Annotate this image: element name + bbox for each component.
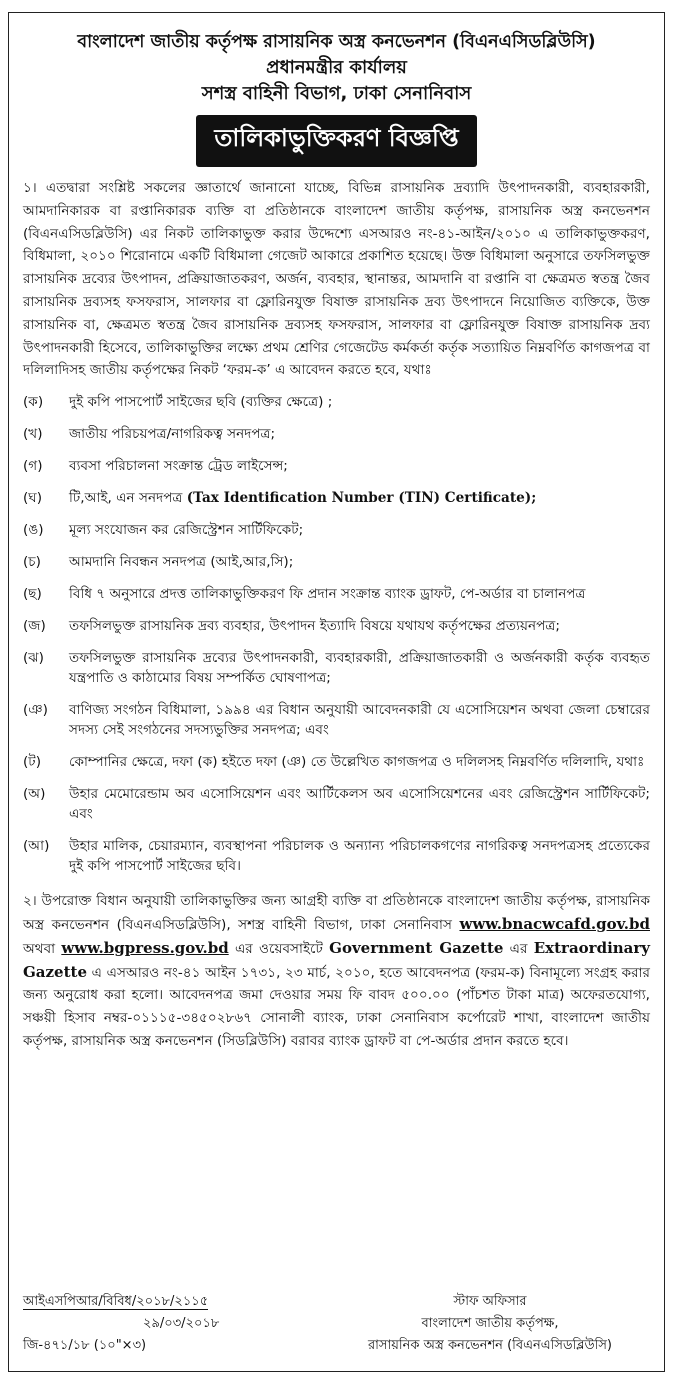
paragraph-1: ১। এতদ্বারা সংশ্লিষ্ট সকলের জ্ঞাতার্থে জানানো যাচ্ছে, বিভিন্ন রাসায়নিক দ্রব্যাদি উৎপাদনকারী, ব্যবহারকারী, আমদানিকারক বা রপ্তানিকারক ব্যক্তি বা প্রতিষ্ঠানকে বাংলাদেশ জাতীয় কর্তৃপক্ষ, রাসায়নিক অস্ত্র কনভেনশন (বিএনএসিডব্লিউসি) এর নিকট তালিকাভুক্ত করার উদ্দেশ্যে এসআরও নং-৪১-আইন/২০১০ এ তালিকাভুক্তকরণ, বিধিমালা, ২০১০ শিরোনামে একটি বিধিমালা গেজেট আকারে প্রকাশিত হয়েছে। উক্ত বিধিমালা অনুসারে তফসিলভুক্ত রাসায়নিক দ্রব্যের উৎপাদন, প্রক্রিয়াজাতকরণ, অর্জন, ব্যবহার, স্থানান্তর, আমদানি বা রপ্তানি বা ক্ষেত্রমত স্বতন্ত্র জৈব রাসায়নিক দ্রব্যসহ ফসফরাস, সালফার বা ফ্লোরিনযুক্ত বিষাক্ত রাসায়নিক দ্রব্য উৎপাদনে নিয়োজিত ব্যক্তিকে, উক্ত রাসায়নিক বা, ক্ষেত্রমত স্বতন্ত্র জৈব রাসায়নিক দ্রব্যসহ ফসফরাস, সালফার বা ফ্লোরিনযুক্ত বিষাক্ত রাসায়নিক দ্রব্য উৎপাদনকারী হিসেবে, তালিকাভুক্তির লক্ষ্যে প্রথম শ্রেণির গেজেটেড কর্মকর্তা কর্তৃক সত্যায়িত নিম্নবর্ণিত কাগজপত্র বা দলিলাদিসহ জাতীয় কর্তৃপক্ষের নিকট ‘ফরম-ক’ এ আবেদন করতে হবে, যথাঃ [23,180,650,379]
list-item [23,456,650,476]
signatory-org: বাংলাদেশ জাতীয় কর্তৃপক্ষ, [421,1316,559,1331]
bnacwc-website-link[interactable]: www.bnacwcafd.gov.bd [459,914,650,933]
memo-number: আইএসপিআর/বিবিধ/২০১৮/২১১৫ [23,1294,209,1309]
list-item [23,784,650,824]
memo-block [23,1291,323,1357]
list-text: কোম্পানির ক্ষেত্রে, দফা (ক) হইতে দফা (ঞ) তে উল্লেখিত কাগজপত্র ও দলিলসহ নিম্নবর্ণিত দলিলাদি, যথাঃ [69,754,645,771]
list-text: মূল্য সংযোজন কর রেজিস্ট্রেশন সার্টিফিকেট; [69,522,304,539]
list-marker: (খ) [23,426,43,443]
list-item [23,836,650,876]
list-marker: (ছ) [23,586,42,603]
list-item [23,520,650,540]
signatory-title: স্টাফ অফিসার [453,1294,527,1309]
office-name: প্রধানমন্ত্রীর কার্যালয় [266,57,407,78]
list-item [23,616,650,636]
signature-block [340,1291,640,1357]
gd-number: জি-৪৭১/১৮ (১০"×৩) [23,1338,147,1353]
para2-text: ২। উপরোক্ত বিধান অনুযায়ী তালিকাভুক্তির জন্য আগ্রহী ব্যক্তি বা প্রতিষ্ঠানকে বাংলাদেশ জাতীয় কর্তৃপক্ষ, রাসায়নিক অস্ত্র কনভেনশন (বিএনএসিডব্লিউসি), সশস্ত্র বাহিনী বিভাগ, ঢাকা সেনানিবাস [23,893,650,933]
list-item [23,584,650,604]
list-item [23,552,650,572]
list-item [23,488,650,508]
list-marker: (ঝ) [23,650,44,667]
banner-wrap [9,115,664,167]
list-text: দুই কপি পাসপোর্ট সাইজের ছবি (ব্যক্তির ক্ষেত্রে) ; [69,394,333,411]
list-item [23,424,650,444]
notice-header [9,29,664,107]
list-text: টি,আই, এন সনদপত্র [69,490,183,507]
list-marker: (আ) [23,838,50,855]
list-text: তফসিলভুক্ত রাসায়নিক দ্রব্যের উৎপাদনকারী, ব্যবহারকারী, প্রক্রিয়াজাতকারী ও অর্জনকারী কর্তৃক ব্যবহৃত যন্ত্রপাতি ও কাঠামোর বিষয় সম্পর্কিত ঘোষণাপত্র; [69,650,650,687]
para2-text: এর [503,940,534,957]
extraordinary-gazette-label: Extraordinary Gazette [23,938,651,981]
list-item [23,752,650,772]
bgpress-website-link[interactable]: www.bgpress.gov.bd [61,938,229,957]
list-marker: (চ) [23,554,41,571]
para2-text: এ এসআরও নং-৪১ আইন ১৭৩১, ২৩ মার্চ, ২০১০, হতে আবেদনপত্র (ফরম-ক) বিনামূল্যে সংগ্রহ করার জন্য অনুরোধ করা হলো। আবেদনপত্র জমা দেওয়ার সময় ফি বাবদ ৫০০.০০ (পাঁচশত টাকা মাত্র) অফেরতযোগ্য, সঞ্চয়ী হিসাব নম্বর-০১১১৫-৩৪৫০২৮৬৭ সোনালী ব্যাংক, ঢাকা সেনানিবাস কর্পোরেট শাখা, বাংলাদেশ জাতীয় কর্তৃপক্ষ, রাসায়নিক অস্ত্র কনভেনশন (সিডব্লিউসি) বরাবর ব্যাংক ড্রাফট বা পে-অর্ডার প্রদান করতে হবে। [23,964,650,1049]
paragraph-2 [23,890,650,1053]
list-item [23,700,650,740]
government-gazette-label: Government Gazette [329,938,504,957]
list-text: ব্যবসা পরিচালনা সংক্রান্ত ট্রেড লাইসেন্স; [69,458,288,475]
list-text: জাতীয় পরিচয়পত্র/নাগরিকত্ব সনদপত্র; [69,426,276,443]
list-marker: (ঞ) [23,702,48,719]
list-marker: (গ) [23,458,43,475]
tin-certificate-label: (Tax Identification Number (TIN) Certificate); [186,490,537,507]
signatory-org-2: রাসায়নিক অস্ত্র কনভেনশন (বিএনএসিডব্লিউসি) [367,1338,612,1353]
list-marker: (ঘ) [23,490,43,507]
notice-title-banner: তালিকাভুক্তিকরণ বিজ্ঞপ্তি [196,115,476,167]
list-text: তফসিলভুক্ত রাসায়নিক দ্রব্য ব্যবহার, উৎপাদন ইত্যাদি বিষয়ে যথাযথ কর্তৃপক্ষের প্রত্যয়নপত্র; [69,618,560,635]
notice-frame [8,12,665,1372]
list-marker: (ট) [23,754,42,771]
list-text: বিধি ৭ অনুসারে প্রদত্ত তালিকাভুক্তিকরণ ফি প্রদান সংক্রান্ত ব্যাংক ড্রাফট, পে-অর্ডার বা চালানপত্র [69,586,586,603]
list-marker: (ঙ) [23,522,44,539]
list-text: উহার মেমোরেন্ডাম অব এসোসিয়েশন এবং আর্টিকেলস অব এসোসিয়েশনের এবং রেজিস্ট্রেশন সার্টিফিকেট; এবং [69,786,650,823]
list-text: বাণিজ্য সংগঠন বিধিমালা, ১৯৯৪ এর বিধান অনুযায়ী আবেদনকারী যে এসোসিয়েশন অথবা জেলা চেম্বারের সদস্য সেই সংগঠনের সদস্যভুক্তির সনদপত্র; এবং [69,702,650,739]
authority-name: বাংলাদেশ জাতীয় কর্তৃপক্ষ রাসায়নিক অস্ত্র কনভেনশন (বিএনএসিডব্লিউসি) [77,32,596,52]
list-text: আমদানি নিবন্ধন সনদপত্র (আই,আর,সি); [69,554,294,571]
para2-text: এর ওয়েবসাইটে [228,940,330,957]
list-marker: (ক) [23,394,44,411]
division-name: সশস্ত্র বাহিনী বিভাগ, ঢাকা সেনানিবাস [201,83,472,104]
document-list [23,392,650,876]
notice-date: ২৯/০৩/২০১৮ [143,1316,220,1331]
list-marker: (অ) [23,786,46,803]
para2-text: অথবা [23,940,62,957]
list-text: উহার মালিক, চেয়ারম্যান, ব্যবস্থাপনা পরিচালক ও অন্যান্য পরিচালকগণের নাগরিকত্ব সনদপত্রসহ প্রত্যেকের দুই কপি পাসপোর্ট সাইজের ছবি। [69,838,650,875]
list-item [23,392,650,412]
list-item [23,648,650,688]
list-marker: (জ) [23,618,46,635]
